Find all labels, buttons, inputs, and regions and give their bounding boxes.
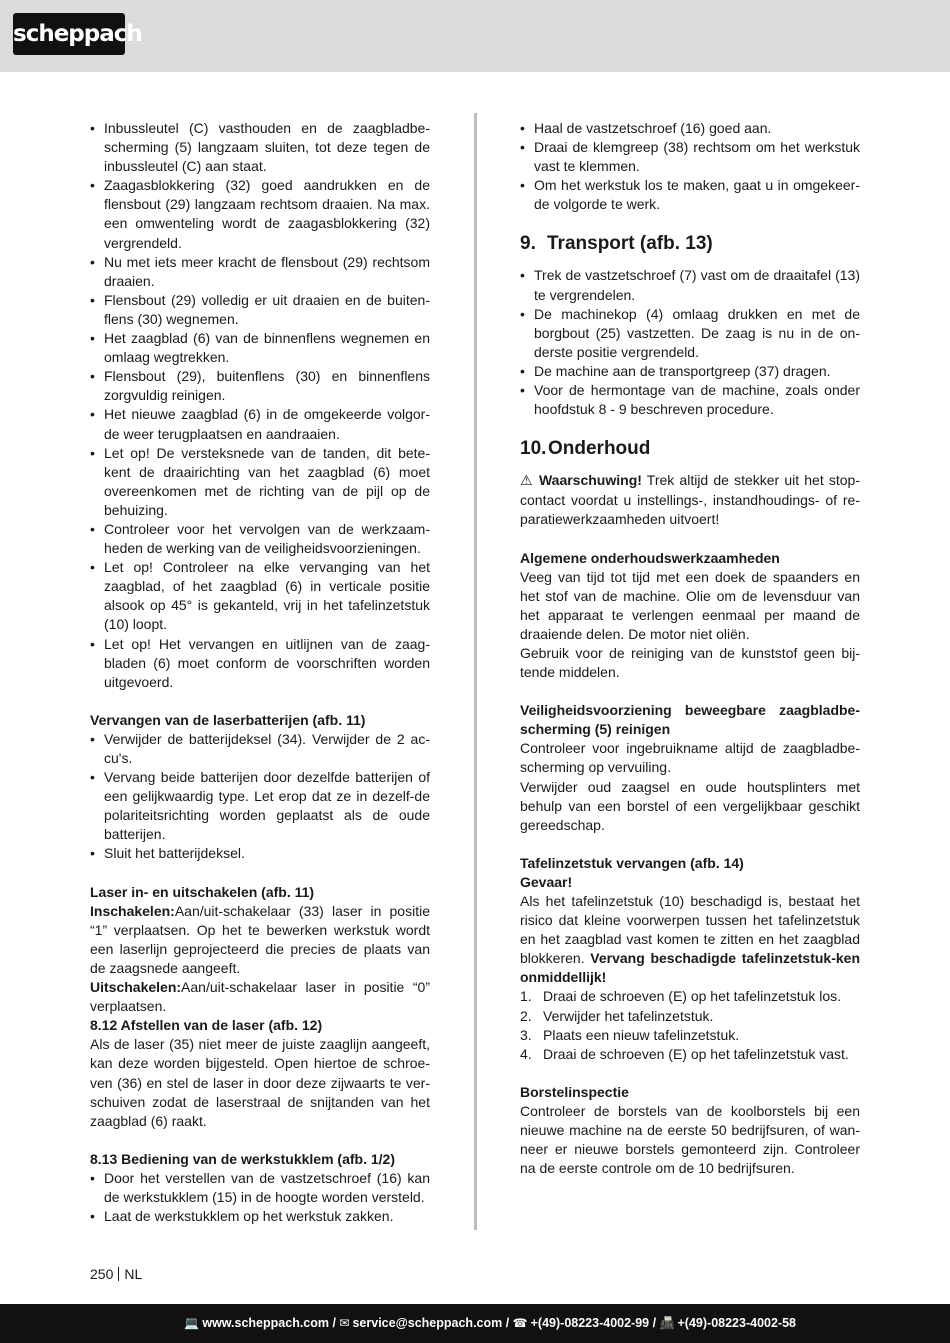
- list-item: • Let op! Controleer na elke vervanging van het zaagblad, of het zaagblad (6) in verticale positie alsook op 45° is gekanteld, vrij in het tafelinzetstuk (10) loopt.: [90, 558, 430, 634]
- workpiece-clamp-list: [90, 1169, 430, 1226]
- fax-icon: 📠: [659, 1316, 675, 1330]
- table-insert-heading: Tafelinzetstuk vervangen (afb. 14): [520, 854, 744, 871]
- phone-number: +(49)-08223-4002-99: [530, 1316, 650, 1330]
- general-maintenance-text: Veeg van tijd tot tijd met een doek de spaanders en het stof van de machine. Olie om de levensduur van het apparaat te verlengen eenmaal per maand de draaiende delen. De motor niet oliën.: [520, 568, 860, 642]
- list-item: • Draai de klemgreep (38) rechtsom om het werkstuk vast te klemmen.: [520, 138, 860, 176]
- email-icon: ✉: [339, 1316, 350, 1330]
- blade-guard-heading: Veiligheidsvoorziening beweegbare zaagbladbe-scherming (5) reinigen: [520, 702, 860, 738]
- right-column: [520, 119, 860, 1178]
- section-title: Transport (afb. 13): [547, 233, 713, 255]
- step-number: 4.: [520, 1045, 532, 1062]
- page-number-value: 250: [90, 1266, 114, 1282]
- page-language: NL: [124, 1266, 143, 1282]
- danger-label: Gevaar!: [520, 873, 573, 890]
- separator: /: [649, 1316, 660, 1330]
- scheppach-logo: scheppach: [13, 13, 125, 55]
- clamp-continued-list: [520, 119, 860, 214]
- list-item: • Let op! Het vervangen en uitlijnen van de zaag-bladen (6) moet conform de voorschriften worden uitgevoerd.: [90, 635, 430, 692]
- email-link[interactable]: service@scheppach.com: [352, 1316, 503, 1330]
- table-insert-text: Als het tafelinzetstuk (10) beschadigd is, bestaat het risico dat kleine voorwerpen tussen het tafelinzetstuk en het zaagblad vast komen te zitten en het zaagblad blokkeren.: [520, 893, 860, 967]
- laser-off-text: Aan/uit-schakelaar laser in positie “0” verplaatsen.: [90, 979, 430, 1015]
- saw-blade-steps-list: [90, 119, 430, 692]
- list-item: [520, 1045, 860, 1064]
- list-item: • Flensbout (29) volledig er uit draaien en de buiten-flens (30) wegnemen.: [90, 291, 430, 329]
- list-item: • Zaagasblokkering (32) goed aandrukken en de flensbout (29) langzaam rechtsom draaien. Na max. een omwenteling wordt de zaagasblokkering (32) vergrendeld.: [90, 176, 430, 252]
- warning-triangle-icon: ⚠: [520, 473, 534, 490]
- list-item: • Sluit het batterijdeksel.: [90, 844, 430, 863]
- list-item: • De machinekop (4) omlaag drukken en met de borgbout (25) vastzetten. De zaag is nu in de on-derste positie vergrendeld.: [520, 305, 860, 362]
- brush-inspection-heading: Borstelinspectie: [520, 1083, 629, 1100]
- laser-on-text: Aan/uit-schakelaar (33) laser in positie “1” verplaatsen. Op het te bewerken werkstuk wordt een laserlijn geprojecteerd die precies de plaats van de zaagsnede aangeeft.: [90, 902, 430, 976]
- list-item: • Inbussleutel (C) vasthouden en de zaagbladbe-scherming (5) langzaam sluiten, tot deze tegen de inbussleutel (C) aan staat.: [90, 119, 430, 176]
- laser-battery-list: [90, 730, 430, 864]
- brush-inspection-text: Controleer de borstels van de koolborstels bij een nieuwe machine na de eerste 50 bedrijfsuren, of wan-neer er nieuwe borstels gemonteerd zijn. Controleer na de eerste controle om de 10 bedrijfsuren.: [520, 1102, 860, 1177]
- list-item: • Controleer voor het vervolgen van de werkzaam-heden de werking van de veiligheidsvoorzieningen.: [90, 520, 430, 558]
- page-header: [0, 0, 950, 72]
- transport-section-heading: [520, 227, 860, 266]
- list-item: [520, 1007, 860, 1026]
- step-text: Plaats een nieuw tafelinzetstuk.: [543, 1026, 740, 1043]
- list-item: • Door het verstellen van de vastzetschroef (16) kan de werkstukklem (15) in de hoogte worden versteld.: [90, 1169, 430, 1207]
- laser-off-paragraph: [90, 978, 430, 1016]
- page-number-separator: [118, 1267, 119, 1281]
- step-number: 2.: [520, 1007, 532, 1024]
- laser-on-label: Inschakelen:: [90, 902, 175, 919]
- list-item: • Het nieuwe zaagblad (6) in de omgekeerde volgor-de weer terugplaatsen en aandraaien.: [90, 405, 430, 443]
- warning-paragraph: [520, 471, 860, 529]
- list-item: • Het zaagblad (6) van de binnenflens wegnemen en omlaag wegtrekken.: [90, 329, 430, 367]
- laser-switch-heading: Laser in- en uitschakelen (afb. 11): [90, 883, 315, 900]
- list-item: • Laat de werkstukklem op het werkstuk zakken.: [90, 1207, 430, 1226]
- section-number: 9.: [520, 233, 536, 255]
- transport-list: [520, 266, 860, 419]
- contact-footer: [0, 1304, 950, 1343]
- page-number: [90, 1265, 142, 1284]
- step-text: Draai de schroeven (E) op het tafelinzetstuk vast.: [543, 1045, 849, 1062]
- general-maintenance-heading: Algemene onderhoudswerkzaamheden: [520, 549, 780, 566]
- workpiece-clamp-heading: 8.13 Bediening van de werkstukklem (afb. 1/2): [90, 1150, 395, 1167]
- step-text: Draai de schroeven (E) op het tafelinzetstuk los.: [543, 988, 842, 1005]
- list-item: [520, 1026, 860, 1045]
- left-column: [90, 119, 430, 1226]
- list-item: • Let op! De versteksnede van de tanden, dit bete-kent de draairichting van het zaagblad (6) moet overeenkomen met de richting van de pijl op de behuizing.: [90, 444, 430, 520]
- table-insert-warning: Vervang beschadigde tafelinzetstuk-ken onmiddellijk!: [520, 950, 860, 986]
- section-title: Onderhoud: [548, 438, 651, 460]
- phone-icon: ☎: [512, 1316, 528, 1330]
- general-maintenance-text-2: Gebruik voor de reiniging van de kunststof geen bij-tende middelen.: [520, 644, 860, 681]
- list-item: • Verwijder de batterijdeksel (34). Verwijder de 2 ac-cu's.: [90, 730, 430, 768]
- laser-battery-heading: Vervangen van de laserbatterijen (afb. 11): [90, 711, 366, 728]
- laser-on-paragraph: [90, 902, 430, 978]
- warning-label: Waarschuwing!: [538, 472, 642, 489]
- column-divider: [474, 113, 477, 1230]
- list-item: • Om het werkstuk los te maken, gaat u in omgekeer-de volgorde te werk.: [520, 176, 860, 214]
- list-item: • Voor de hermontage van de machine, zoals onder hoofdstuk 8 - 9 beschreven procedure.: [520, 381, 860, 419]
- fax-number: +(49)-08223-4002-58: [677, 1316, 796, 1330]
- blade-guard-text-2: Verwijder oud zaagsel en oude houtsplinters met behulp van een borstel of een vergelijkbaar geschikt gereedschap.: [520, 778, 860, 833]
- table-insert-steps: [520, 987, 860, 1063]
- list-item: • Vervang beide batterijen door dezelfde batterijen of een gelijkwaardig type. Let erop dat ze in dezelf-de polariteitsrichting worden geplaatst als de oude batterijen.: [90, 768, 430, 844]
- warning-text: Trek altijd de stekker uit het stop-contact voordat u instellings-, instandhoudings- of re-paratiewerkzaamheden uitvoert!: [520, 472, 860, 528]
- laser-off-label: Uitschakelen:: [90, 979, 182, 996]
- separator: /: [502, 1316, 513, 1330]
- list-item: • De machine aan de transportgreep (37) dragen.: [520, 362, 860, 381]
- maintenance-section-heading: [520, 432, 860, 471]
- list-item: • Nu met iets meer kracht de flensbout (29) rechtsom draaien.: [90, 253, 430, 291]
- separator: /: [329, 1316, 340, 1330]
- table-insert-paragraph: [520, 892, 860, 987]
- list-item: • Trek de vastzetschroef (7) vast om de draaitafel (13) te vergrendelen.: [520, 266, 860, 304]
- step-number: 3.: [520, 1026, 532, 1043]
- list-item: • Haal de vastzetschroef (16) goed aan.: [520, 119, 860, 138]
- step-number: 1.: [520, 988, 532, 1005]
- contact-line: [184, 1304, 796, 1343]
- adjust-laser-text: Als de laser (35) niet meer de juiste zaaglijn aangeeft, kan deze worden bijgesteld. Open hiertoe de schroe-ven (36) en stel de laser in door deze zijwaarts te ver-schuiven zodat de laserstraal de snijtanden van het zaagblad (6) raakt.: [90, 1036, 430, 1129]
- list-item: • Flensbout (29), buitenflens (30) en binnenflens zorgvuldig reinigen.: [90, 367, 430, 405]
- computer-icon: 💻: [184, 1316, 200, 1330]
- adjust-laser-heading: 8.12 Afstellen van de laser (afb. 12): [90, 1017, 323, 1034]
- section-number: 10.: [520, 438, 547, 460]
- list-item: [520, 987, 860, 1006]
- blade-guard-text: Controleer voor ingebruikname altijd de zaagbladbe-scherming op vervuiling.: [520, 740, 860, 776]
- step-text: Verwijder het tafelinzetstuk.: [543, 1007, 714, 1024]
- website-link[interactable]: www.scheppach.com: [202, 1316, 329, 1330]
